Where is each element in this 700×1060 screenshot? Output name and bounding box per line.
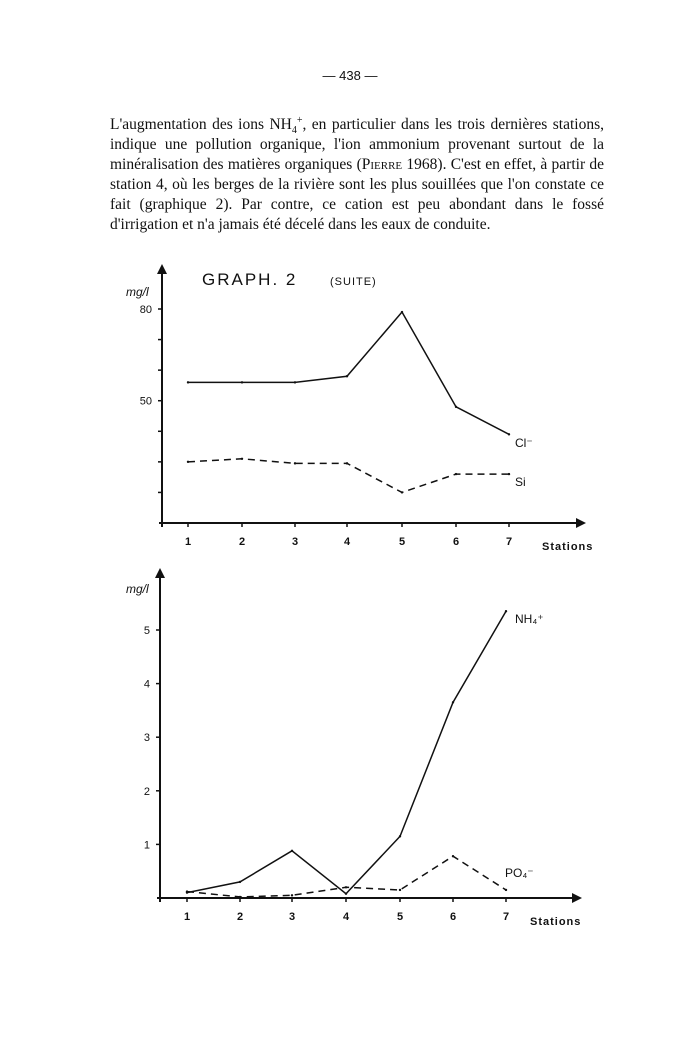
chart2-series-2-point [399,889,401,891]
para-text-1: L'augmentation des ions [110,116,270,133]
chart1-x-axis-label: Stations [542,541,594,553]
chart2-series-2-line [187,856,506,897]
chart2-series-1-point [239,881,241,883]
chart2-series-1-label: NH₄⁺ [515,612,544,626]
chart2-x-tick-label: 4 [342,911,350,923]
chart2-x-tick-label: 2 [236,911,244,923]
chart2-x-tick-label: 6 [449,911,457,923]
chart2-x-axis-label: Stations [530,916,582,928]
chart2-series-2-point [186,890,188,892]
chart2-y-tick-label: 1 [143,839,150,852]
chart2-y-tick-label: 5 [143,625,150,637]
chart1-y-axis-label: mg/l [126,285,149,299]
chart2-x-tick-label: 1 [183,911,191,923]
chart1-series-1-point [346,375,348,377]
chart1-series-2-line [188,459,509,493]
chart1-series-1-line [188,312,509,434]
author-name: Pierre [361,156,403,173]
chart2-series-1-line [187,611,506,893]
chart2-series-2-label: PO₄⁻ [505,866,534,880]
chart1-title: GRAPH. 2 [202,270,298,289]
chart1-series-2-point [294,462,296,464]
chart1-x-tick-label: 2 [238,536,246,548]
chart2-x-tick-label: 7 [502,911,510,923]
chart1-y-axis-arrow [157,264,167,274]
chart2-x-tick-label: 5 [396,911,404,923]
para-text-2: , en particulier dans les trois dernières stations, indique une pollution organique, l'ion ammonium provenant surtout de la minéralisation des matières organiques ( [110,116,604,173]
chart1-series-1-point [241,381,243,383]
chart1-subtitle: (SUITE) [330,276,377,288]
chart2-series-2-point [291,894,293,896]
chart2-series-2-point [505,889,507,891]
chart1-x-tick-label: 3 [291,536,299,548]
chart1-series-2-point [455,473,457,475]
chart1-series-2-point [187,461,189,463]
chart1-series-1-point [401,311,403,313]
chart1-x-tick-label: 5 [398,536,406,548]
chart2-y-tick-label: 2 [143,785,150,798]
chart2-y-axis-label: mg/l [126,582,149,596]
chart2-y-tick-label: 3 [143,732,150,745]
chart2-x-axis-arrow [572,893,582,903]
chart1-x-tick-label: 4 [343,536,351,548]
chart1-series-2-point [346,462,348,464]
chart1-series-2-point [508,473,510,475]
chart2-series-1-point [399,835,401,837]
chart1-series-2-label: Si [515,475,526,489]
chart2-series-2-point [345,886,347,888]
chart2-y-axis-arrow [155,568,165,578]
chart2-series-1-point [291,850,293,852]
page-number: — 438 — [322,68,378,83]
chart2-y-tick-label: 4 [143,678,150,691]
para-text-3: 1968). C'est en effet, à partir de station 4, où les berges de la rivière sont les plus souillées que l'on constate ce fait (graphique 2). Par contre, ce cation est peu abondant dans le fossé d'irrigation et n'a jamais été décelé dans les eaux de conduite. [110,156,605,233]
ion-formula: $NH_4^+$ [269,114,303,137]
chart1-x-tick-label: 1 [184,536,192,548]
chart1-series-1-label: Cl⁻ [515,436,533,450]
chart1-x-axis-arrow [576,518,586,528]
chart2-x-tick-label: 3 [288,911,296,923]
chart1-y-tick-label: 80 [139,304,152,316]
chart2-series-1-point [505,610,507,612]
chart1-series-1-point [455,406,457,408]
chart1-x-tick-label: 6 [452,536,460,548]
chart1-series-1-point [294,381,296,383]
chart1-series-1-point [508,433,510,435]
chart1-series-2-point [401,491,403,493]
chart1-series-2-point [241,458,243,460]
chart1-x-tick-label: 7 [505,536,513,548]
chart2-series-2-point [239,896,241,898]
chart1-y-tick-label: 50 [139,395,152,408]
chart2-series-2-point [452,855,454,857]
chart2-series-1-point [452,701,454,703]
chart1-series-1-point [187,381,189,383]
chart2-series-1-point [345,893,347,895]
